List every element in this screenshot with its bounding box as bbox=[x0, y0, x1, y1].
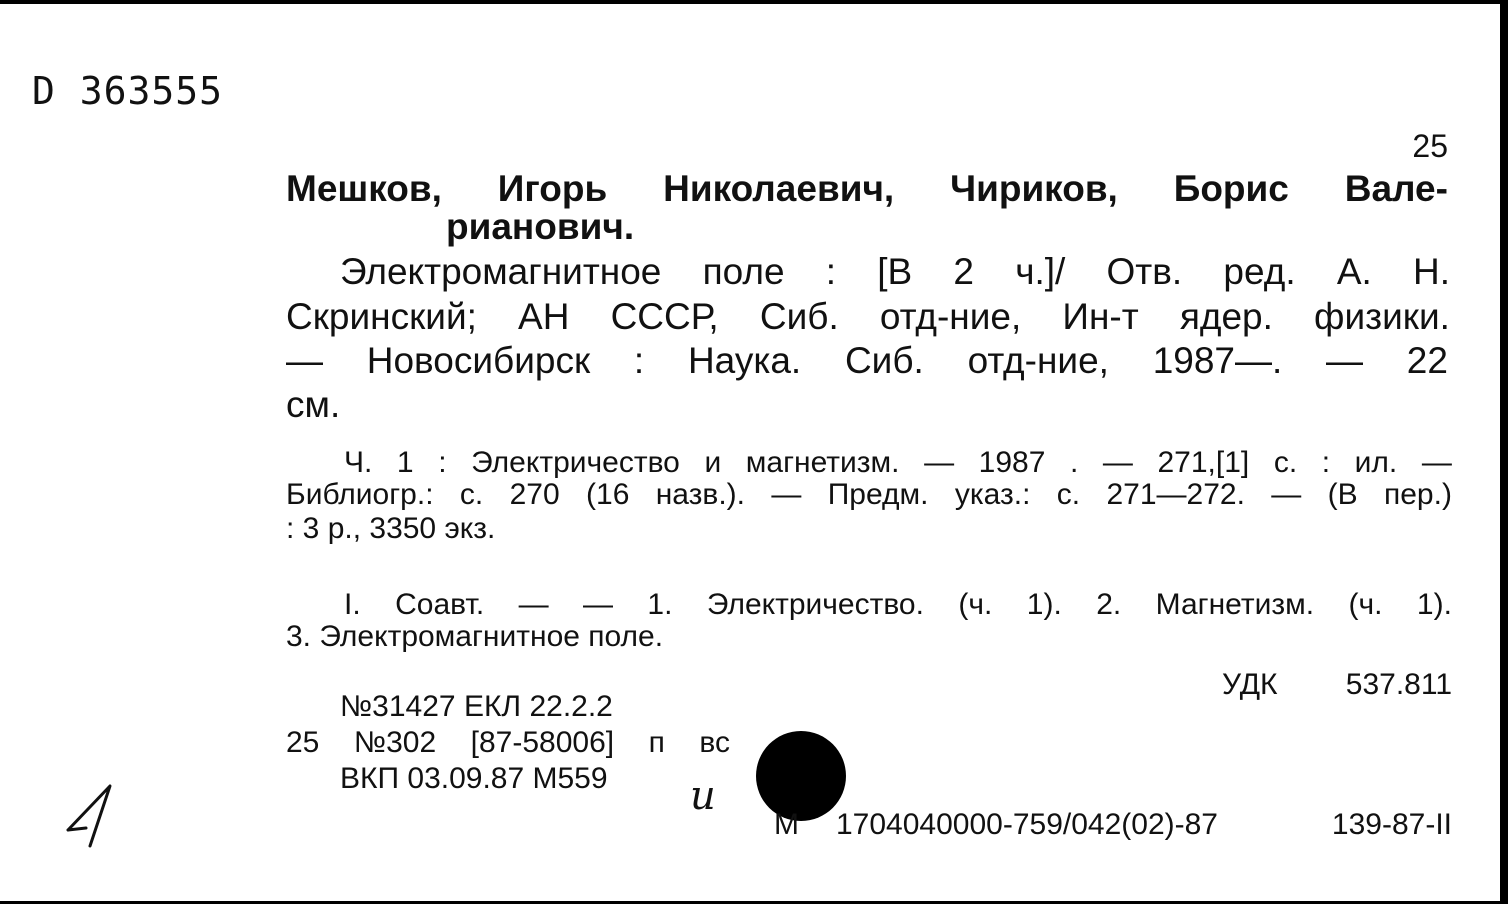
part-word: и bbox=[704, 446, 722, 479]
part-word: Библиогр.: bbox=[286, 478, 434, 511]
title-word: ядер. bbox=[1179, 296, 1273, 337]
part-word: Ч. bbox=[344, 446, 373, 479]
part-word: (В bbox=[1327, 478, 1358, 511]
author-word: Борис bbox=[1173, 168, 1289, 209]
note-word: п bbox=[648, 726, 665, 759]
part-word: 1987 bbox=[978, 446, 1046, 479]
title-word: Сиб. bbox=[844, 340, 924, 381]
title-word: ред. bbox=[1223, 251, 1296, 292]
title-word: ч.]/ bbox=[1015, 251, 1066, 292]
page-number: 25 bbox=[1412, 128, 1448, 164]
part-line-1 bbox=[344, 448, 1452, 478]
part-word: пер.) bbox=[1384, 478, 1452, 511]
part-line-2 bbox=[286, 480, 1452, 510]
title-word: : bbox=[825, 251, 837, 292]
part-word: : bbox=[1321, 446, 1331, 479]
subjects-line-2: 3. Электромагнитное поле. bbox=[286, 620, 664, 653]
title-word: Н. bbox=[1413, 251, 1450, 292]
title-word: 2 bbox=[953, 251, 974, 292]
part-word: с. bbox=[1056, 478, 1081, 511]
title-word: АН bbox=[518, 296, 570, 337]
title-word: отд-ние, bbox=[879, 296, 1022, 337]
title-line-3 bbox=[286, 342, 1448, 379]
subject-word: Электричество. bbox=[706, 588, 924, 621]
title-word: отд-ние, bbox=[967, 340, 1109, 381]
subject-word: 1. bbox=[647, 588, 673, 621]
author-word: Мешков, bbox=[286, 168, 442, 209]
udk-label: УДК bbox=[1222, 668, 1278, 701]
handwritten-one-icon bbox=[64, 782, 124, 850]
part-word: : bbox=[438, 446, 447, 479]
subjects-line-1 bbox=[344, 590, 1452, 620]
part-word: с. bbox=[459, 478, 484, 511]
authors-line-1 bbox=[286, 170, 1448, 207]
title-word: — bbox=[1326, 340, 1364, 381]
title-word: Наука. bbox=[687, 340, 802, 381]
part-word: с. bbox=[1273, 446, 1298, 479]
title-word: 22 bbox=[1406, 340, 1448, 381]
part-word: Электричество bbox=[471, 446, 680, 479]
part-word: — bbox=[1421, 446, 1452, 479]
title-word: Электромагнитное bbox=[340, 251, 662, 292]
subject-word: 1). bbox=[1416, 588, 1452, 621]
part-word: — bbox=[1271, 478, 1302, 511]
isbn-code bbox=[836, 810, 1452, 840]
title-word: — bbox=[286, 340, 323, 381]
title-word: Скринский; bbox=[286, 296, 477, 337]
subject-word: 1). bbox=[1026, 588, 1062, 621]
part-word: назв.). bbox=[655, 478, 746, 511]
handwritten-mark-1 bbox=[64, 782, 124, 854]
subject-word: (ч. bbox=[958, 588, 993, 621]
isbn-part: 1704040000-759/042(02)-87 bbox=[836, 808, 1218, 841]
part-word: 271,[1] bbox=[1157, 446, 1250, 479]
subject-word: Магнетизм. bbox=[1155, 588, 1315, 621]
part-word: . bbox=[1070, 446, 1079, 479]
part-line-3: : 3 р., 3350 экз. bbox=[286, 512, 496, 545]
title-word: А. bbox=[1336, 251, 1372, 292]
author-word: Вале- bbox=[1344, 168, 1448, 209]
catalog-number: D 363555 bbox=[32, 69, 224, 113]
punch-hole-icon bbox=[756, 731, 846, 821]
udk-classification bbox=[1222, 670, 1452, 700]
part-word: — bbox=[771, 478, 802, 511]
isbn-part: 139-87-II bbox=[1331, 808, 1452, 841]
author-word: Николаевич, bbox=[663, 168, 895, 209]
title-line-1 bbox=[340, 253, 1450, 290]
subject-word: — bbox=[583, 588, 613, 621]
note-line-2 bbox=[286, 728, 730, 758]
author-word: Игорь bbox=[497, 168, 608, 209]
subject-word: (ч. bbox=[1348, 588, 1383, 621]
note-word: 25 bbox=[286, 726, 320, 759]
title-word: Сиб. bbox=[759, 296, 839, 337]
part-word: — bbox=[1102, 446, 1133, 479]
part-word: указ.: bbox=[954, 478, 1031, 511]
subject-word: 2. bbox=[1096, 588, 1122, 621]
udk-value: 537.811 bbox=[1345, 668, 1452, 701]
note-word: вс bbox=[699, 726, 730, 759]
note-line-1: №31427 ЕКЛ 22.2.2 bbox=[340, 690, 613, 723]
handwritten-mark-i: и bbox=[690, 773, 716, 819]
subject-word: I. bbox=[344, 588, 361, 621]
part-word: — bbox=[924, 446, 955, 479]
authors-line-2: рианович. bbox=[446, 206, 635, 247]
part-word: 271—272. bbox=[1106, 478, 1245, 511]
title-word: СССР, bbox=[610, 296, 719, 337]
title-word: 1987—. bbox=[1152, 340, 1283, 381]
title-word: Новосибирск bbox=[366, 340, 591, 381]
title-line-4: см. bbox=[286, 384, 341, 425]
title-word: Ин-т bbox=[1062, 296, 1139, 337]
note-word: [87-58006] bbox=[470, 726, 615, 759]
title-word: поле bbox=[702, 251, 785, 292]
title-word: [В bbox=[877, 251, 913, 292]
subject-word: Соавт. bbox=[395, 588, 485, 621]
title-word: : bbox=[633, 340, 645, 381]
note-line-3: ВКП 03.09.87 М559 bbox=[340, 762, 608, 795]
part-word: Предм. bbox=[827, 478, 929, 511]
part-word: (16 bbox=[586, 478, 630, 511]
title-word: физики. bbox=[1314, 296, 1450, 337]
part-word: 1 bbox=[396, 446, 414, 479]
part-word: 270 bbox=[509, 478, 560, 511]
subject-word: — bbox=[518, 588, 549, 621]
part-word: ил. bbox=[1354, 446, 1398, 479]
part-word: магнетизм. bbox=[745, 446, 900, 479]
author-word: Чириков, bbox=[950, 168, 1118, 209]
note-word: №302 bbox=[353, 726, 437, 759]
title-word: Отв. bbox=[1106, 251, 1183, 292]
title-line-2 bbox=[286, 298, 1450, 335]
isbn-prefix: М bbox=[774, 808, 799, 841]
